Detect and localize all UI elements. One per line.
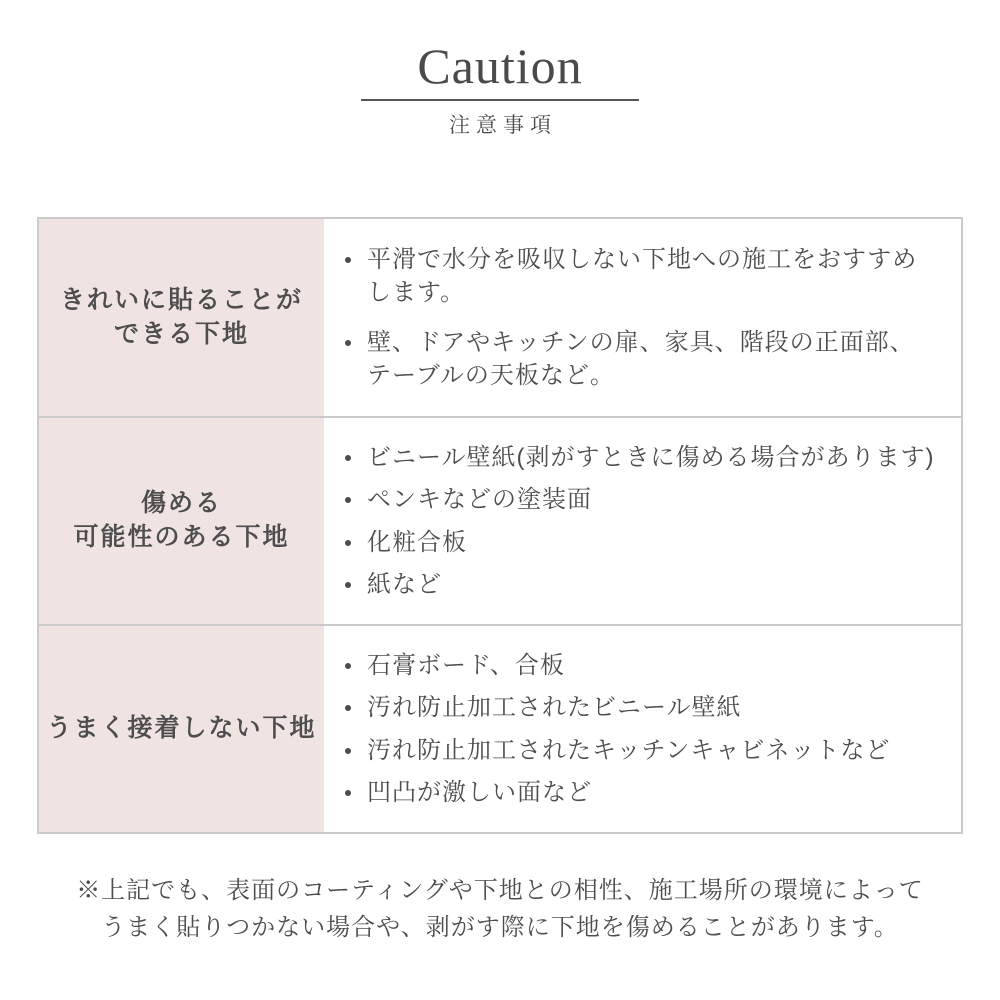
page-subtitle: 注意事項 — [449, 112, 557, 137]
bullet-list — [324, 418, 961, 624]
header — [0, 0, 1000, 139]
list-item-text: 平滑で水分を吸収しない下地への施工をおすすめします。 — [367, 245, 918, 306]
bullet-dot-icon — [340, 526, 367, 559]
list-item-text: 紙など — [367, 570, 442, 598]
footer-note-line: うまく貼りつかない場合や、剥がす際に下地を傷めることがあります。 — [101, 914, 899, 941]
row-label-line: きれいに貼ることが — [59, 285, 303, 314]
bullet-dot-icon — [340, 483, 367, 516]
list-item — [340, 734, 939, 767]
bullet-dot-icon — [340, 734, 367, 767]
list-item — [340, 526, 939, 559]
list-item — [340, 649, 939, 682]
bullet-dot-icon — [340, 326, 367, 359]
list-item-text: 汚れ防止加工されたビニール壁紙 — [367, 694, 742, 722]
list-item-text: 凹凸が激しい面など — [367, 778, 592, 806]
bullet-dot-icon — [340, 441, 367, 474]
table-row-good-surfaces — [39, 219, 961, 416]
bullet-dot-icon — [340, 649, 367, 682]
list-item-text: ビニール壁紙(剥がすときに傷める場合があります) — [367, 444, 935, 472]
caution-table — [37, 217, 963, 834]
bullet-list — [324, 219, 961, 416]
list-item-text: 化粧合板 — [367, 528, 467, 556]
list-item — [340, 568, 939, 601]
bullet-dot-icon — [340, 691, 367, 724]
bullet-dot-icon — [340, 776, 367, 809]
list-item — [340, 776, 939, 809]
list-item-text: 石膏ボード、合板 — [367, 652, 565, 680]
bullet-list — [324, 626, 961, 832]
list-item — [340, 441, 939, 474]
list-item-text: 汚れ防止加工されたキッチンキャビネットなど — [367, 736, 891, 764]
footer-note-line: ※上記でも、表面のコーティングや下地との相性、施工場所の環境によって — [76, 877, 924, 904]
row-label-line: 傷める — [140, 489, 222, 518]
list-item-text: 壁、ドアやキッチンの扉、家具、階段の正面部、テーブルの天板など。 — [367, 329, 915, 390]
title-divider — [361, 99, 639, 101]
footer-note — [0, 872, 1000, 946]
row-label-line: うまく接着しない下地 — [46, 714, 317, 743]
bullet-dot-icon — [340, 568, 367, 601]
table-row-damage-risk-surfaces — [39, 416, 961, 624]
table-row-poor-adhesion-surfaces — [39, 624, 961, 832]
row-label — [39, 626, 324, 832]
list-item-text: ペンキなどの塗装面 — [367, 486, 592, 514]
list-item — [340, 483, 939, 516]
list-item — [340, 326, 939, 392]
bullet-dot-icon — [340, 243, 367, 276]
list-item — [340, 691, 939, 724]
row-label-line: 可能性のある下地 — [73, 523, 290, 551]
list-item — [340, 243, 939, 309]
row-label — [39, 418, 324, 624]
page-title: Caution — [417, 38, 583, 94]
row-label-line: できる下地 — [113, 319, 249, 348]
row-label — [39, 219, 324, 416]
